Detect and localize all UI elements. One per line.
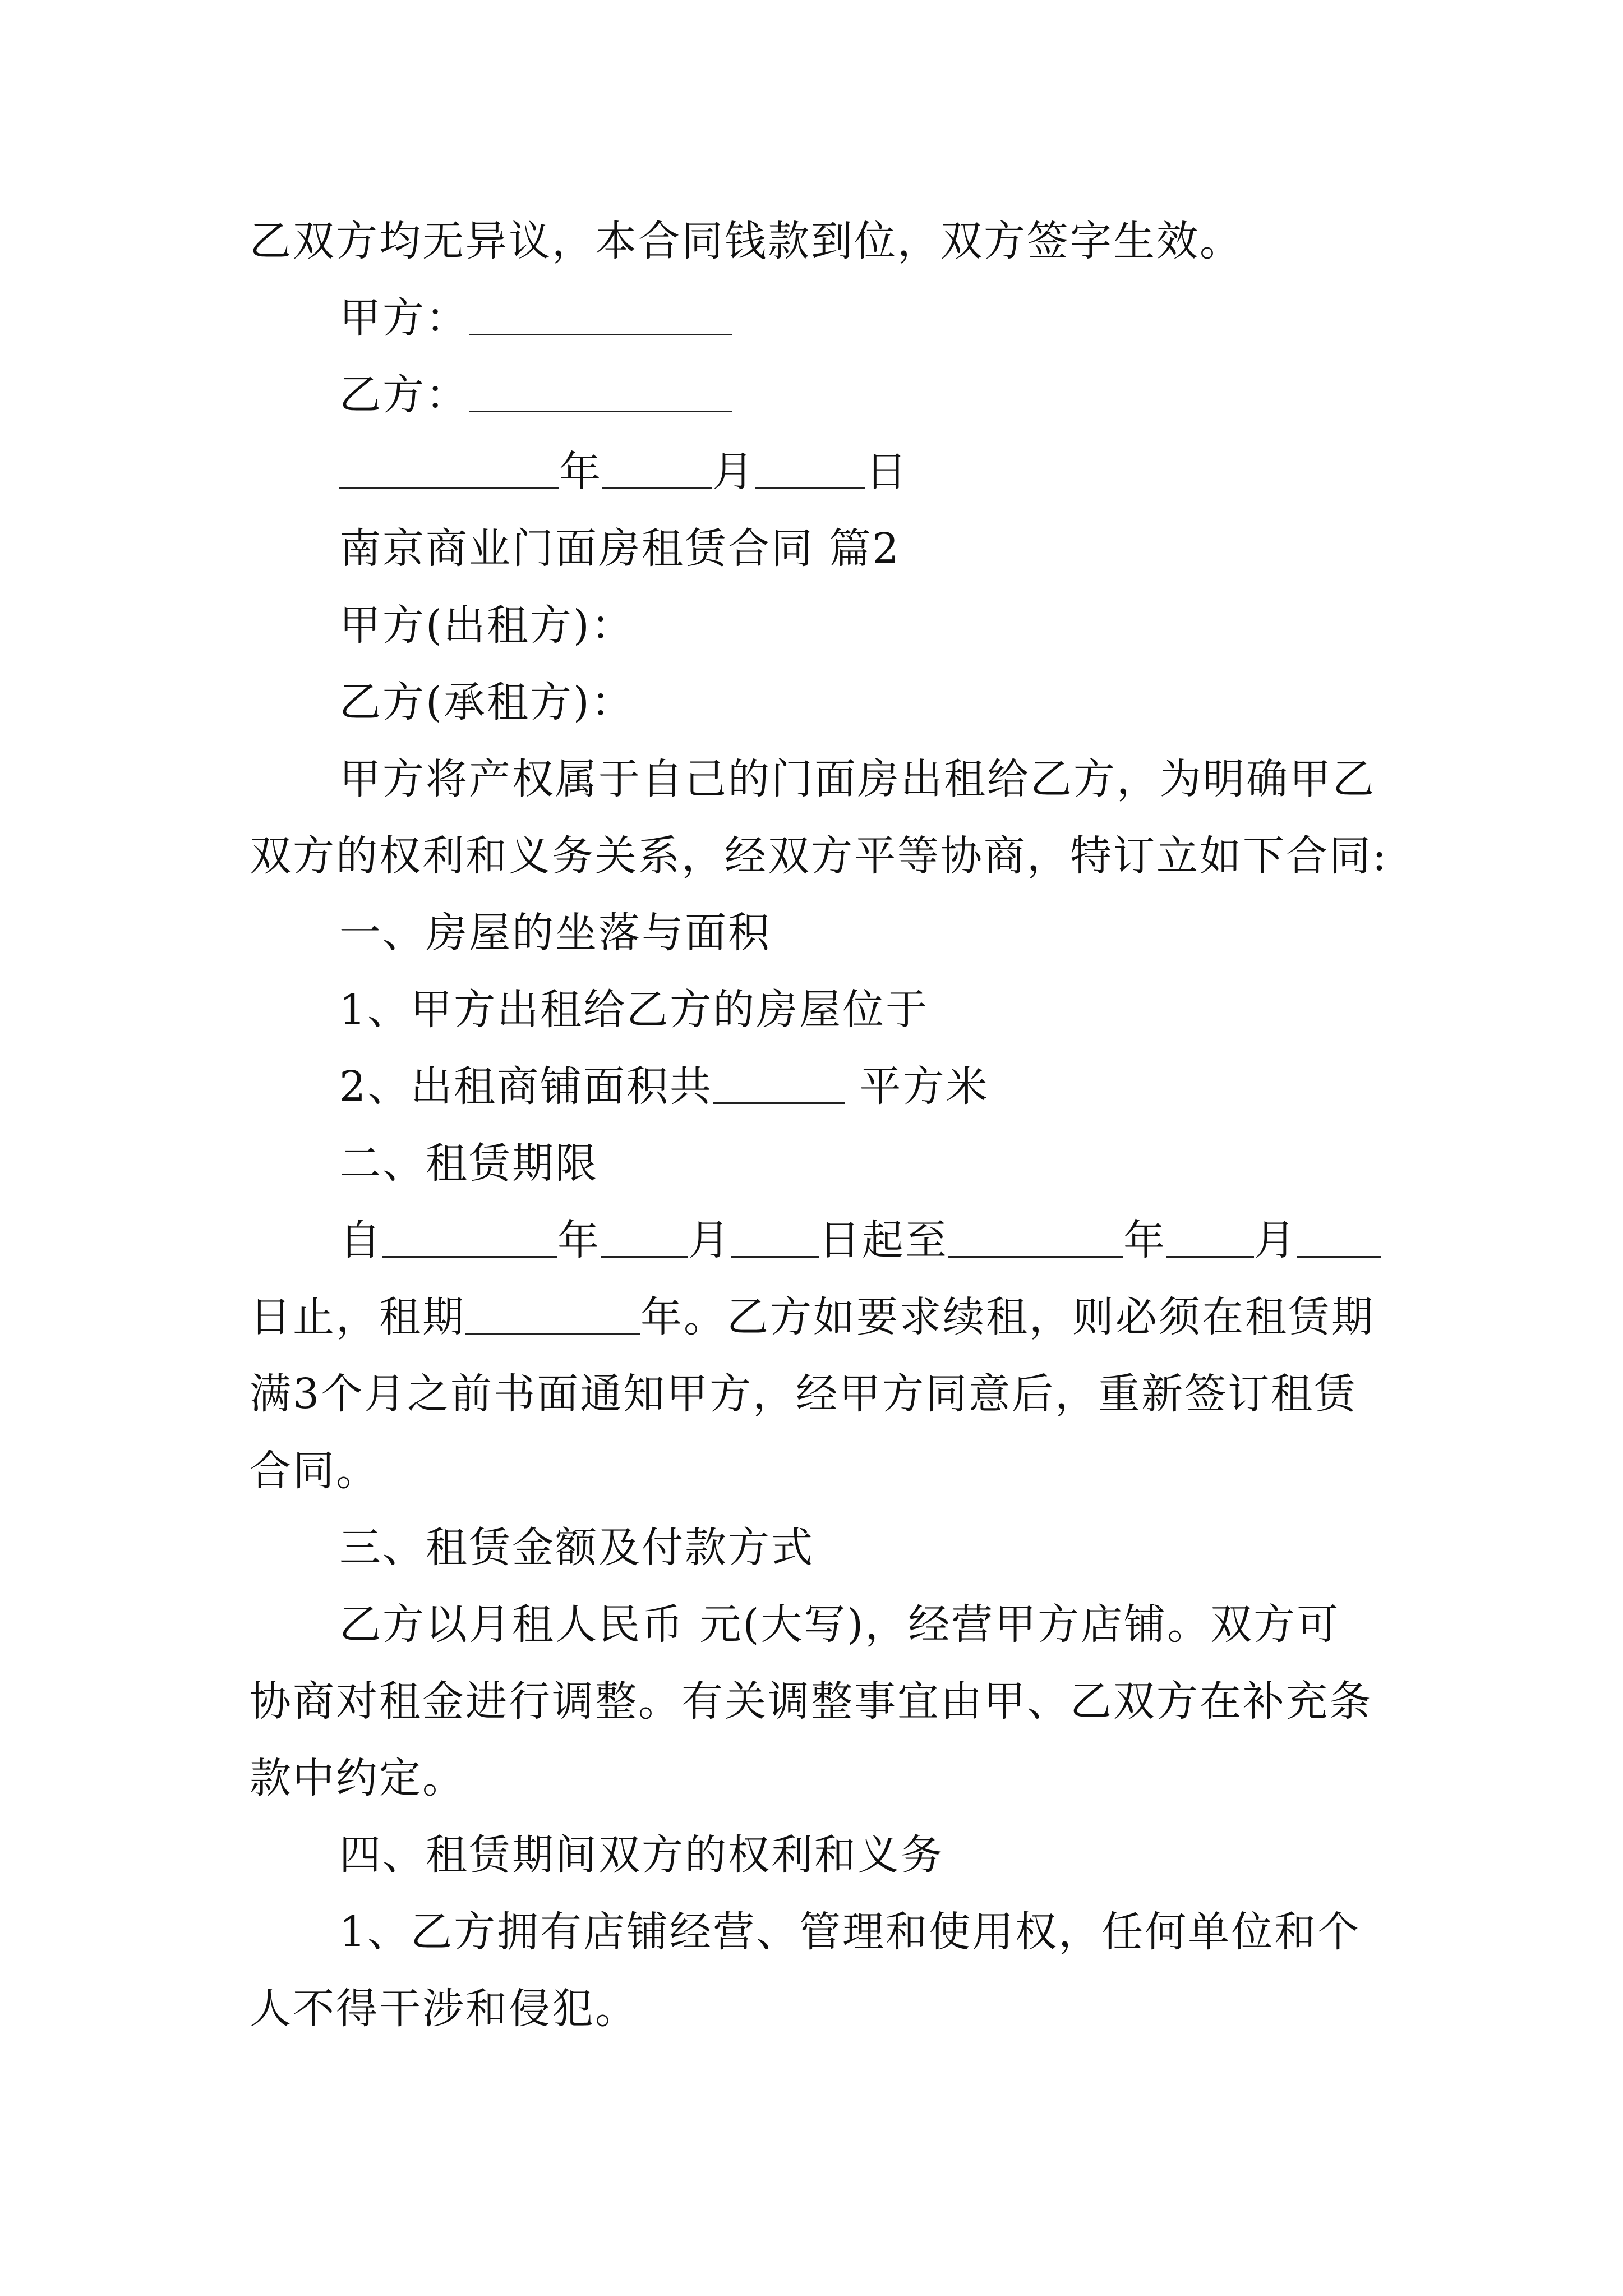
month-blank [602,453,712,489]
clause-heading: 二、租赁期限 [339,1139,598,1188]
paragraph-line: 满3个月之前书面通知甲方，经甲方同意后，重新签订租赁 [250,1370,1358,1418]
clause-heading: 一、房屋的坐落与面积 [339,909,771,957]
year-blank [339,453,559,489]
paragraph-line: 乙方以月租人民币 元(大写)，经营甲方店铺。双方可 [339,1600,1340,1649]
day-label: 日 [865,448,909,496]
clause-heading: 四、租赁期间双方的权利和义务 [339,1831,944,1879]
term-text: 年。乙方如要求续租，则必须在租赁期 [640,1293,1375,1341]
party-a-signature-blank [469,299,732,335]
month-label: 月 [712,448,755,496]
term-text: 月 [688,1216,731,1264]
start-month-blank [601,1221,688,1258]
term-text: 年 [1123,1216,1166,1264]
paragraph-line: 人不得干涉和侵犯。 [250,1985,638,2033]
term-text: 月 [1254,1216,1297,1264]
clause-text: 2、出租商铺面积共 [339,1062,713,1111]
start-year-blank [382,1221,557,1258]
clause-text: 平方米 [845,1062,989,1111]
start-day-blank [731,1221,819,1258]
end-day-blank [1297,1221,1381,1258]
clause-item [339,1062,989,1111]
year-label: 年 [559,448,602,496]
party-a-heading: 甲方(出租方)： [339,601,634,650]
clause-heading: 三、租赁金额及付款方式 [339,1524,814,1572]
party-a-label: 甲方： [339,294,469,342]
term-text: 年 [557,1216,601,1264]
paragraph-line: 协商对租金进行调整。有关调整事宜由甲、乙双方在补充条 [250,1677,1372,1726]
term-text: 自 [339,1216,382,1264]
term-text: 日起至 [819,1216,948,1264]
paragraph-line: 款中约定。 [250,1754,465,1802]
paragraph-line: 合同。 [250,1447,379,1495]
term-line [250,1293,1375,1341]
party-b-signature-blank [469,376,732,412]
signature-line-party-b [339,371,732,419]
paragraph-line: 乙双方均无异议，本合同钱款到位，双方签字生效。 [250,217,1243,265]
date-line [339,448,909,496]
paragraph-line: 甲方将产权属于自己的门面房出租给乙方，为明确甲乙 [339,755,1376,803]
end-month-blank [1166,1221,1254,1258]
clause-item: 1、甲方出租给乙方的房屋位于 [339,986,929,1034]
party-b-heading: 乙方(承租方)： [339,678,634,726]
term-line [339,1216,1381,1264]
lease-years-blank [465,1298,640,1335]
day-blank [755,453,865,489]
signature-line-party-a [339,294,732,342]
end-year-blank [948,1221,1123,1258]
paragraph-line: 双方的权利和义务关系，经双方平等协商，特订立如下合同: [250,832,1388,880]
party-b-label: 乙方： [339,371,469,419]
area-blank [713,1068,845,1104]
section-title: 南京商业门面房租赁合同 篇2 [339,524,901,573]
paragraph-line: 1、乙方拥有店铺经营、管理和使用权，任何单位和个 [339,1908,1361,1956]
term-text: 日止，租期 [250,1293,465,1341]
